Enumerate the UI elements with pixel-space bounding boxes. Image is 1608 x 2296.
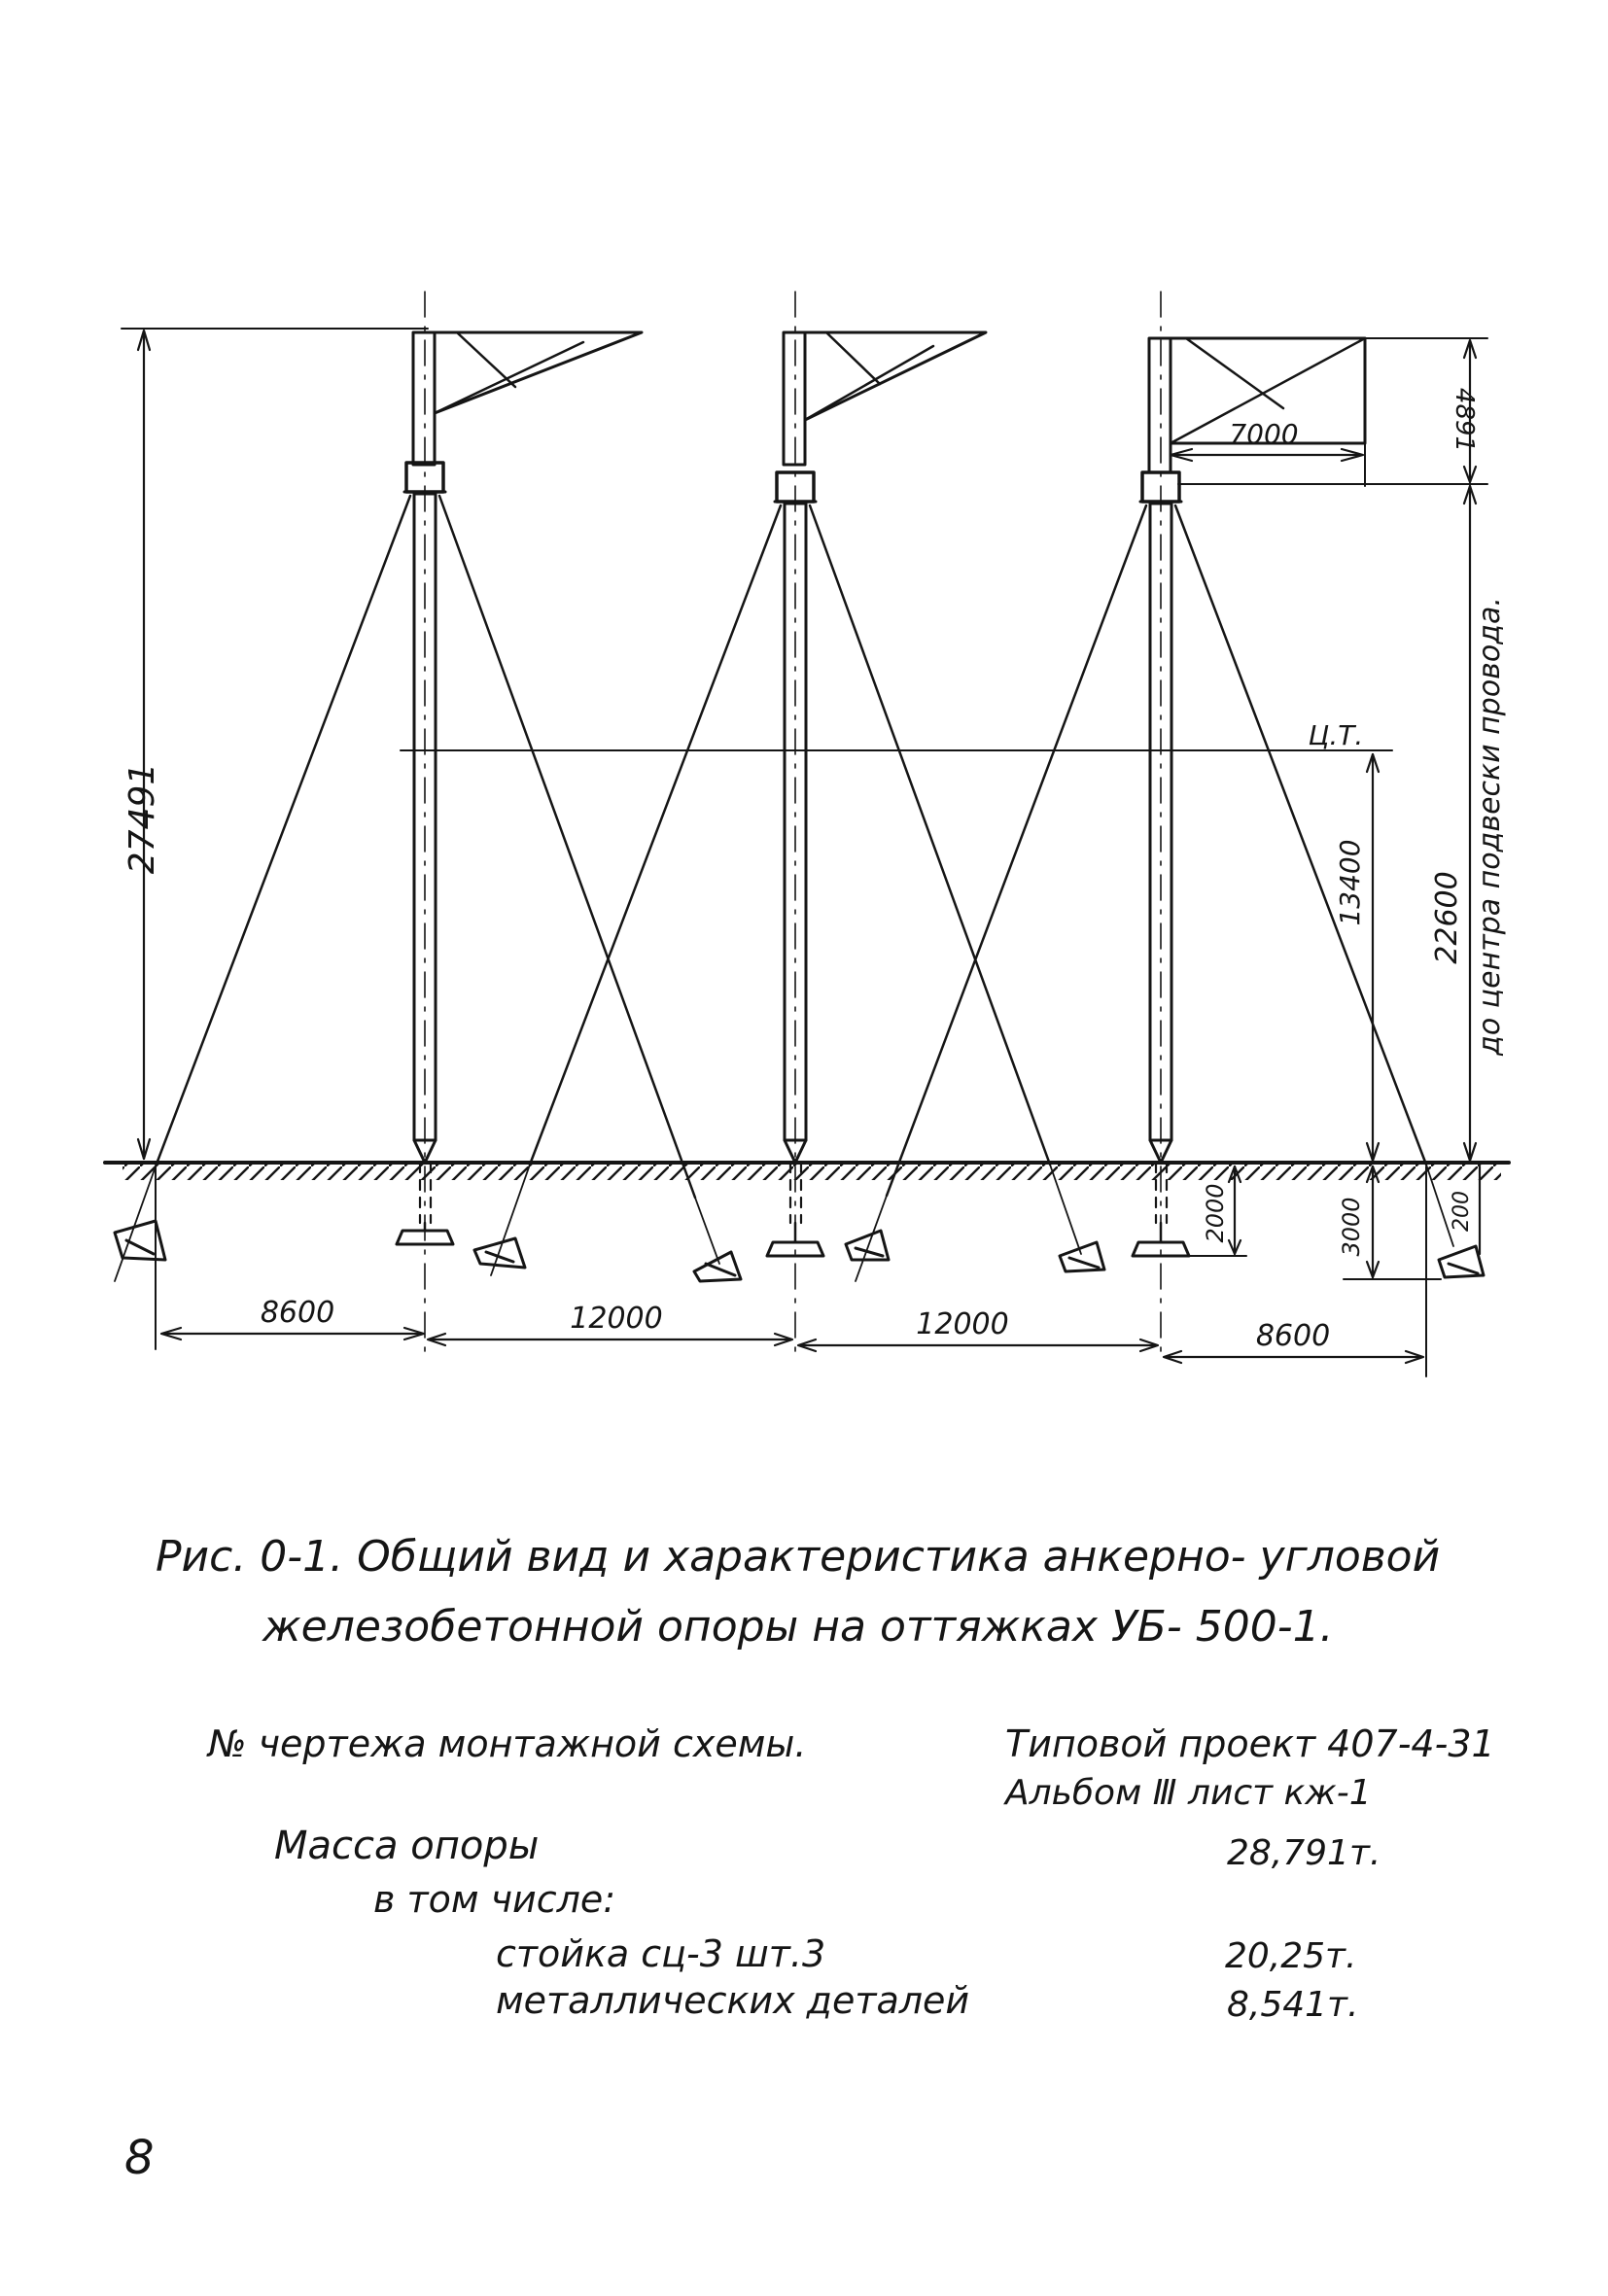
dim-total-height: [122, 329, 428, 1159]
span-2-label: 12000: [570, 1302, 663, 1336]
drawing-number-label: № чертежа монтажной схемы.: [208, 1722, 807, 1765]
dim-crossarm-height-label: 4891: [1450, 387, 1479, 453]
dim-center-gravity: [401, 719, 1392, 1161]
dim-wire-suspension: [1430, 486, 1507, 1161]
span-3-label: 12000: [916, 1307, 1009, 1341]
item-2-value: 8,541т.: [1227, 1985, 1359, 2025]
item-2-label: металлических деталей: [496, 1979, 970, 2022]
item-1-label: стойка сц-3 шт.3: [496, 1932, 826, 1975]
project-number: Типовой проект 407-4-31: [1005, 1722, 1495, 1765]
span-4-label: 8600: [1255, 1319, 1331, 1353]
span-1-label: 8600: [260, 1296, 335, 1330]
dim-center-gravity-label: 13400: [1334, 839, 1366, 926]
dim-foundation-depths: [1188, 1166, 1480, 1279]
dim-wire-suspension-label: 22600: [1430, 871, 1464, 964]
guy-anchors: [115, 1221, 1484, 1281]
mast-2: [775, 292, 986, 1361]
figure-caption-line-2: железобетонной опоры на оттяжках УБ- 500-1.: [262, 1602, 1334, 1652]
dim-anchor-offset-label: 200: [1450, 1191, 1474, 1232]
center-gravity-label: Ц.Т.: [1308, 719, 1364, 751]
item-1-value: 20,25т.: [1225, 1936, 1357, 1976]
dim-crossarm-height: [1178, 338, 1487, 484]
page-number: 8: [124, 2131, 155, 2185]
mast-3: [1140, 292, 1365, 1361]
dim-crossarm-width: [1171, 338, 1365, 486]
dim-guy-depth-label: 3000: [1338, 1197, 1365, 1257]
dim-crossarm-width-label: 7000: [1229, 418, 1299, 450]
dim-mast-depth-label: 2000: [1202, 1183, 1229, 1243]
dim-total-height-label: 27491: [122, 762, 162, 875]
including-label: в том числе:: [373, 1878, 616, 1921]
ground-line: [105, 1163, 1509, 1180]
mass-value: 28,791т.: [1227, 1833, 1381, 1873]
dim-wire-suspension-note: до центра подвески провода.: [1473, 597, 1507, 1056]
figure-caption-line-1: Рис. 0-1. Общий вид и характеристика анкерно- угловой: [156, 1532, 1441, 1582]
album-sheet: Альбом Ⅲ лист кж-1: [1005, 1773, 1372, 1813]
mass-label: Масса опоры: [274, 1824, 540, 1868]
mast-1: [404, 292, 642, 1351]
